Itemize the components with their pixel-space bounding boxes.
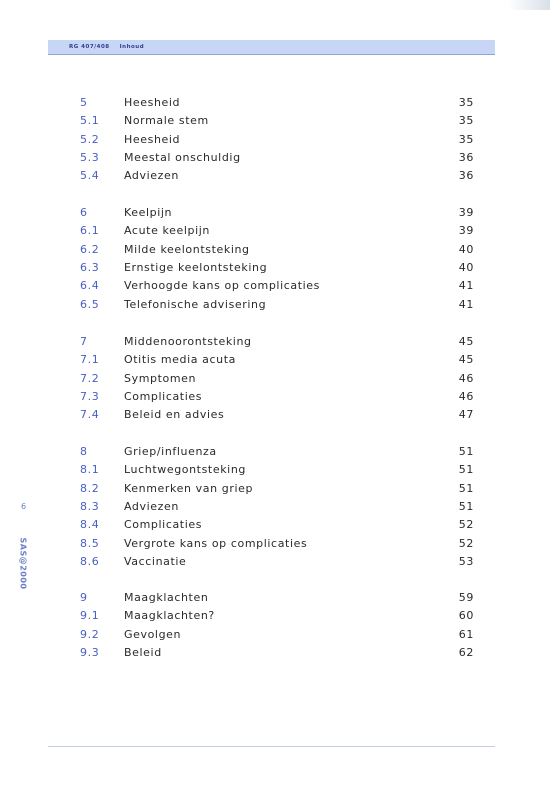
toc-entry-title: Griep/influenza <box>124 445 217 458</box>
toc-entry-title: Complicaties <box>124 518 203 532</box>
toc-entry <box>80 278 474 293</box>
toc-entry <box>80 481 474 496</box>
toc-entry-title: Acute keelpijn <box>124 224 210 238</box>
toc-entry-number: 6.2 <box>80 242 100 256</box>
toc-entry-page: 52 <box>458 518 474 532</box>
toc-entry-title: Otitis media acuta <box>124 353 236 367</box>
toc-entry-title: Milde keelontsteking <box>124 242 250 256</box>
toc-entry-title: Beleid en advies <box>124 408 225 422</box>
toc-entry-title: Maagklachten? <box>124 609 215 623</box>
toc-entry-number: 7.2 <box>80 371 100 385</box>
toc-entry-page: 60 <box>458 609 474 623</box>
toc-entry-page: 36 <box>458 169 474 183</box>
toc-entry-page: 40 <box>458 242 474 256</box>
toc-entry-page: 51 <box>458 481 474 495</box>
toc-entry <box>80 608 474 623</box>
toc-entry-page: 41 <box>458 279 474 293</box>
toc-entry-title: Meestal onschuldig <box>124 150 241 164</box>
toc-entry-title: Verhoogde kans op complicaties <box>124 279 320 293</box>
toc-entry-title: Ernstige keelontsteking <box>124 260 268 274</box>
toc-entry-page: 41 <box>458 297 474 311</box>
toc-entry <box>80 205 474 220</box>
toc-entry <box>80 260 474 275</box>
toc-entry-page: 53 <box>458 554 474 568</box>
toc-entry-number: 6 <box>80 206 88 219</box>
side-logo-text: SAS@2000 <box>18 537 28 589</box>
toc-entry <box>80 590 474 605</box>
header-title: Inhoud <box>119 44 145 50</box>
toc-entry-title: Maagklachten <box>124 591 209 604</box>
toc-entry <box>80 352 474 367</box>
toc-entry-number: 9.1 <box>80 609 100 623</box>
toc-entry <box>80 150 474 165</box>
toc-entry <box>80 444 474 459</box>
toc-entry-title: Symptomen <box>124 371 197 385</box>
toc-entry-number: 5.2 <box>80 132 100 146</box>
toc-entry-title: Kenmerken van griep <box>124 481 254 495</box>
toc-entry <box>80 407 474 422</box>
toc-entry-number: 7 <box>80 335 88 348</box>
toc-entry-page: 51 <box>458 463 474 477</box>
toc-entry-number: 8.4 <box>80 518 100 532</box>
toc-entry-title: Heesheid <box>124 96 181 109</box>
toc-entry-number: 6.3 <box>80 260 100 274</box>
toc-entry-number: 6.1 <box>80 224 100 238</box>
toc-entry-number: 5.3 <box>80 150 100 164</box>
toc-entry-number: 6.5 <box>80 297 100 311</box>
toc-entry-page: 39 <box>458 206 474 219</box>
toc-entry <box>80 223 474 238</box>
toc-entry <box>80 334 474 349</box>
toc-entry-number: 8.6 <box>80 554 100 568</box>
toc-entry-page: 51 <box>458 499 474 513</box>
toc-entry-title: Middenoorontsteking <box>124 335 252 348</box>
toc-entry <box>80 554 474 569</box>
toc-entry-page: 61 <box>458 627 474 641</box>
toc-entry <box>80 536 474 551</box>
toc-entry-number: 8.1 <box>80 463 100 477</box>
toc-entry-number: 5.1 <box>80 114 100 128</box>
toc-entry-page: 39 <box>458 224 474 238</box>
toc-entry-title: Adviezen <box>124 169 179 183</box>
toc-entry-number: 8.3 <box>80 499 100 513</box>
toc-entry-page: 35 <box>458 114 474 128</box>
toc-entry <box>80 389 474 404</box>
toc-entry-title: Keelpijn <box>124 206 173 219</box>
toc-entry-title: Heesheid <box>124 132 181 146</box>
toc-entry <box>80 95 474 110</box>
toc-entry-number: 9.2 <box>80 627 100 641</box>
toc-entry-page: 59 <box>458 591 474 604</box>
toc-entry-title: Telefonische advisering <box>124 297 267 311</box>
toc-entry-page: 45 <box>458 335 474 348</box>
header-code: RG 407/408 <box>69 44 110 50</box>
toc-entry-page: 40 <box>458 260 474 274</box>
side-page-number: 6 <box>21 502 27 511</box>
toc-entry <box>80 132 474 147</box>
toc-entry <box>80 517 474 532</box>
toc-entry-page: 35 <box>458 96 474 109</box>
toc-entry <box>80 113 474 128</box>
toc-entry <box>80 499 474 514</box>
toc-entry <box>80 371 474 386</box>
toc-entry-number: 8.5 <box>80 536 100 550</box>
toc-entry-number: 6.4 <box>80 279 100 293</box>
toc-entry-page: 62 <box>458 645 474 659</box>
toc-entry-number: 7.1 <box>80 353 100 367</box>
toc-entry-number: 9.3 <box>80 645 100 659</box>
toc-entry-number: 9 <box>80 591 88 604</box>
toc-entry-page: 35 <box>458 132 474 146</box>
toc-entry-page: 51 <box>458 445 474 458</box>
toc-entry <box>80 462 474 477</box>
toc-entry-page: 45 <box>458 353 474 367</box>
toc-entry-page: 36 <box>458 150 474 164</box>
toc-entry <box>80 168 474 183</box>
toc-entry-number: 5 <box>80 96 88 109</box>
toc-entry-title: Vaccinatie <box>124 554 187 568</box>
toc-entry-title: Gevolgen <box>124 627 182 641</box>
toc-entry-title: Adviezen <box>124 499 179 513</box>
toc-entry-page: 52 <box>458 536 474 550</box>
toc-entry-title: Normale stem <box>124 114 209 128</box>
toc-entry <box>80 645 474 660</box>
toc-entry-number: 7.4 <box>80 408 100 422</box>
toc-entry <box>80 627 474 642</box>
toc-entry-number: 8.2 <box>80 481 100 495</box>
toc-entry <box>80 242 474 257</box>
toc-entry-page: 46 <box>458 389 474 403</box>
footer-divider <box>48 746 495 747</box>
toc-entry <box>80 297 474 312</box>
toc-entry-page: 46 <box>458 371 474 385</box>
toc-entry-title: Vergrote kans op complicaties <box>124 536 308 550</box>
toc-entry-number: 8 <box>80 445 88 458</box>
toc-entry-page: 47 <box>458 408 474 422</box>
toc-entry-title: Luchtwegontsteking <box>124 463 246 477</box>
toc-entry-title: Beleid <box>124 645 162 659</box>
toc-entry-title: Complicaties <box>124 389 203 403</box>
toc-entry-number: 7.3 <box>80 389 100 403</box>
toc-entry-number: 5.4 <box>80 169 100 183</box>
